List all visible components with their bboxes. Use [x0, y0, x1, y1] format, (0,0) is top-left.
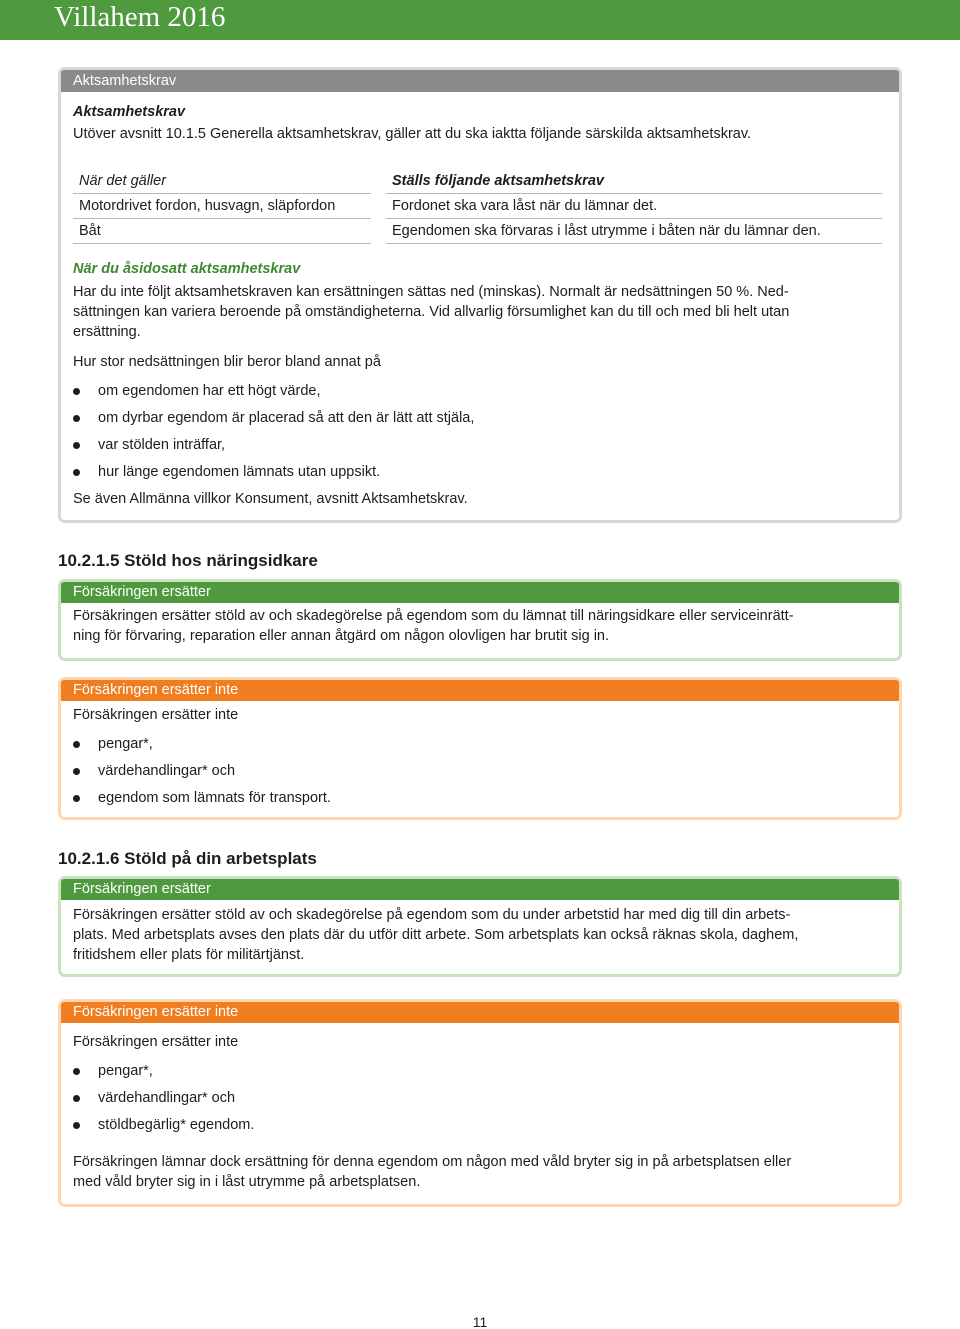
table-divider: [386, 218, 882, 219]
list-item: värdehandlingar* och: [98, 1090, 236, 1106]
table-header-when: När det gäller: [79, 173, 167, 189]
page-number: 11: [472, 1314, 488, 1329]
bullet-dot: [73, 442, 80, 449]
see-also-text: Se även Allmänna villkor Konsument, avsnitt Aktsamhetskrav.: [73, 491, 468, 507]
aktsamhet-subtitle: Aktsamhetskrav: [73, 104, 186, 120]
covers-text-line: Försäkringen ersätter stöld av och skadegörelse på egendom som du lämnat till näringsidkare eller serviceinrätt-: [73, 608, 794, 624]
aktsamhet-intro: Utöver avsnitt 10.1.5 Generella aktsamhetskrav, gäller att du ska iaktta följande särskilda aktsamhetskrav.: [73, 126, 752, 142]
covers-box-title: Försäkringen ersätter: [61, 879, 899, 900]
excludes-box-title: Försäkringen ersätter inte: [61, 1002, 899, 1023]
covers-text-line: fritidshem eller plats för militärtjänst.: [73, 947, 305, 963]
ignore-text-line: Har du inte följt aktsamhetskraven kan ersättningen sättas ned (minskas). Normalt är nedsättningen 50 %. Ned-: [73, 284, 789, 300]
header-bar: [0, 0, 960, 40]
table-divider: [73, 243, 371, 244]
table-divider: [386, 243, 882, 244]
ignore-text-line: ersättning.: [73, 324, 141, 340]
list-item: värdehandlingar* och: [98, 763, 236, 779]
bullet-dot: [73, 768, 80, 775]
section-heading: 10.2.1.6 Stöld på din arbetsplats: [58, 849, 317, 868]
table-cell-requirement: Fordonet ska vara låst när du lämnar det.: [392, 198, 658, 214]
table-cell-requirement: Egendomen ska förvaras i låst utrymme i båten när du lämnar den.: [392, 223, 821, 239]
bullet-dot: [73, 1068, 80, 1075]
bullet-dot: [73, 388, 80, 395]
list-item: pengar*,: [98, 736, 153, 752]
bullet-dot: [73, 1122, 80, 1129]
excludes-intro: Försäkringen ersätter inte: [73, 1034, 239, 1050]
excludes-box-title: Försäkringen ersätter inte: [61, 680, 899, 701]
excludes-intro: Försäkringen ersätter inte: [73, 707, 239, 723]
list-item: var stölden inträffar,: [98, 437, 226, 453]
table-cell-when: Motordrivet fordon, husvagn, släpfordon: [79, 198, 336, 214]
bullet-dot: [73, 795, 80, 802]
list-item: hur länge egendomen lämnats utan uppsikt.: [98, 464, 381, 480]
table-cell-when: Båt: [79, 223, 101, 239]
document-title: Villahem 2016: [54, 1, 226, 33]
list-item: om dyrbar egendom är placerad så att den är lätt att stjäla,: [98, 410, 475, 426]
bullet-dot: [73, 741, 80, 748]
table-header-requirement: Ställs följande aktsamhetskrav: [392, 173, 604, 189]
reduction-intro: Hur stor nedsättningen blir beror bland annat på: [73, 354, 381, 370]
ignore-text-line: sättningen kan variera beroende på omständigheterna. Vid allvarlig försumlighet kan du till och med bli helt utan: [73, 304, 790, 320]
aktsamhet-box-title: Aktsamhetskrav: [61, 70, 899, 92]
exception-note-line: med våld bryter sig in i låst utrymme på arbetsplatsen.: [73, 1174, 421, 1190]
list-item: om egendomen har ett högt värde,: [98, 383, 321, 399]
covers-text-line: Försäkringen ersätter stöld av och skadegörelse på egendom som du under arbetstid har med dig till din arbets-: [73, 907, 791, 923]
exception-note-line: Försäkringen lämnar dock ersättning för denna egendom om någon med våld bryter sig in på arbetsplatsen eller: [73, 1154, 792, 1170]
bullet-dot: [73, 469, 80, 476]
table-divider: [386, 193, 882, 194]
list-item: pengar*,: [98, 1063, 153, 1079]
list-item: egendom som lämnats för transport.: [98, 790, 331, 806]
section-heading: 10.2.1.5 Stöld hos näringsidkare: [58, 551, 318, 570]
covers-box-title: Försäkringen ersätter: [61, 582, 899, 603]
table-divider: [73, 193, 371, 194]
table-divider: [73, 218, 371, 219]
bullet-dot: [73, 415, 80, 422]
ignore-heading: När du åsidosatt aktsamhetskrav: [73, 261, 301, 277]
covers-text-line: ning för förvaring, reparation eller annan åtgärd om någon olovligen har brutit sig in.: [73, 628, 610, 644]
bullet-dot: [73, 1095, 80, 1102]
list-item: stöldbegärlig* egendom.: [98, 1117, 255, 1133]
covers-text-line: plats. Med arbetsplats avses den plats där du utför ditt arbete. Som arbetsplats kan också räknas skola, daghem,: [73, 927, 799, 943]
